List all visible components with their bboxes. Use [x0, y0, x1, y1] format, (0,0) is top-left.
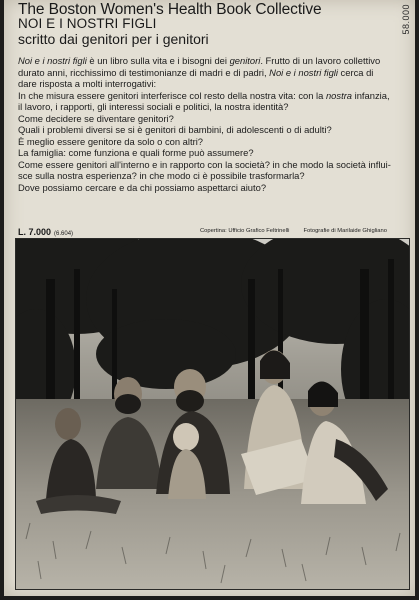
- question-line: [18, 90, 408, 102]
- price: [18, 227, 73, 237]
- question-line: Quali i problemi diversi se si è genitori di bambini, di adolescenti o di adulti?: [18, 124, 332, 135]
- text-span: In che misura essere genitori interferisce col resto della nostra vita: con la: [18, 89, 326, 101]
- text-emph: genitori: [229, 55, 261, 66]
- description-line: [18, 67, 408, 79]
- text-span: . Frutto di un lavoro collettivo: [260, 55, 381, 66]
- question-line: sce sulla nostra esperienza? in che modo ci è possibile trasformarla?: [18, 170, 305, 181]
- family-photo: [15, 238, 410, 590]
- description-line: dare risposta a molti interrogativi:: [18, 78, 157, 89]
- side-code: 58.000: [401, 4, 411, 35]
- price-secondary: (6.604): [54, 231, 74, 237]
- book-back-cover: [4, 0, 415, 596]
- price-main: L. 7.000: [18, 227, 52, 237]
- photo-illustration: [16, 239, 409, 589]
- photo-credit: Fotografie di Marilaide Ghigliano: [303, 228, 387, 234]
- question-line: Come essere genitori all'interno e in rapporto con la società? in che modo la società influi-: [18, 158, 391, 170]
- author-collective: The Boston Women's Health Book Collective: [18, 1, 322, 18]
- text-span: è un libro sulla vita e i bisogni dei: [86, 55, 230, 66]
- description-line: [18, 55, 408, 67]
- description-text: [18, 55, 408, 193]
- text-span: cerca di: [337, 66, 374, 78]
- text-emph: nostra: [325, 89, 353, 101]
- title-ref: Noi e i nostri figli: [18, 55, 87, 66]
- question-line: Dove possiamo cercare e da chi possiamo aspettarci aiuto?: [18, 181, 267, 193]
- question-line: È meglio essere genitore da solo o con altri?: [18, 135, 204, 147]
- title-ref: Noi e i nostri figli: [269, 66, 338, 78]
- question-line: Come decidere se diventare genitori?: [18, 112, 174, 124]
- question-line: il lavoro, i rapporti, gli interessi sociali e politici, la nostra identità?: [18, 101, 289, 112]
- book-subtitle: scritto dai genitori per i genitori: [18, 31, 209, 47]
- text-span: durato anni, ricchissimo di testimonianze di madri e di padri,: [18, 66, 270, 78]
- credits: [200, 228, 401, 234]
- question-line: La famiglia: come funziona e quali forme può assumere?: [18, 147, 254, 158]
- book-title: NOI E I NOSTRI FIGLI: [18, 16, 157, 31]
- cover-credit: Copertina: Ufficio Grafico Feltrinelli: [200, 228, 290, 234]
- text-span: infanzia,: [352, 89, 390, 101]
